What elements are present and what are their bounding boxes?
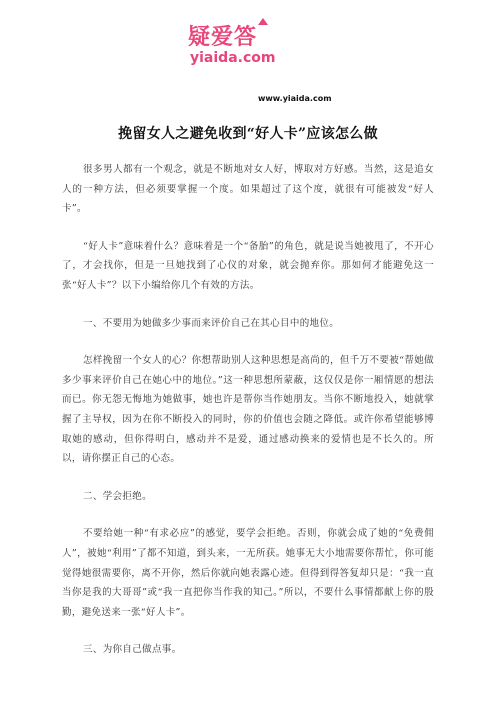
site-url[interactable]: www.yiaida.com (258, 94, 332, 103)
section-heading-3: 三、为你自己做点事。 (83, 644, 182, 656)
logo-text: 疑爱答 (188, 25, 258, 50)
article-title: 挽留女人之避免收到“好人卡”应该怎么做 (118, 126, 378, 142)
paragraph-section-2: 不要给她一种“有求必应”的感觉，要学会拒绝。否则，你就会成了她的“免费佣人”，被她“利用”了都不知道，到头来，一无所获。她事无大小地需要你帮忙，你可能觉得她很需要你，离不开你，然后你就向她表露心迹。但得到得答复却只是：“我一直当你是我的大哥哥”或“我一直把你当作我的知己。”所以，不要什么事情都献上你的殷勤，避免送来一张“好人卡”。 (62, 528, 434, 618)
paragraph-section-1: 怎样挽留一个女人的心？你想帮助别人这种思想是高尚的，但千万不要被“帮她做多少事来评价自己在她心中的地位。”这一种思想所蒙蔽，这仅仅是你一厢情愿的想法而已。你无怨无悔地为她做事，她也许是帮你当作她朋友。当你不断地投入，她就掌握了主导权，因为在你不断投入的同时，你的价值也会随之降低。或许你希望能够博取她的感动，但你得明白，感动并不是爱，通过感动换来的爱情也是不长久的。所以，请你摆正自己的心态。 (62, 355, 434, 465)
paragraph-good-guy-card: “好人卡”意味着什么？意味着是一个“备胎”的角色，就是说当她被甩了，不开心了，才会找你，但是一旦她找到了心仪的对象，就会抛弃你。那如何才能避免这一张“好人卡”？以下小编给你几个有效的方法。 (62, 240, 434, 291)
site-logo (188, 20, 308, 74)
logo-domain: yiaida.com (190, 50, 276, 66)
section-heading-2: 二、学会拒绝。 (83, 490, 152, 502)
paragraph-intro: 很多男人都有一个观念，就是不断地对女人好，博取对方好感。当然，这是追女人的一种方法，但必须要掌握一个度。如果超过了这个度，就很有可能被发“好人卡”。 (62, 164, 434, 215)
logo-accent-icon (258, 18, 268, 25)
section-heading-1: 一、不要用为她做多少事而来评价自己在其心目中的地位。 (83, 317, 340, 329)
article-body (62, 160, 434, 660)
